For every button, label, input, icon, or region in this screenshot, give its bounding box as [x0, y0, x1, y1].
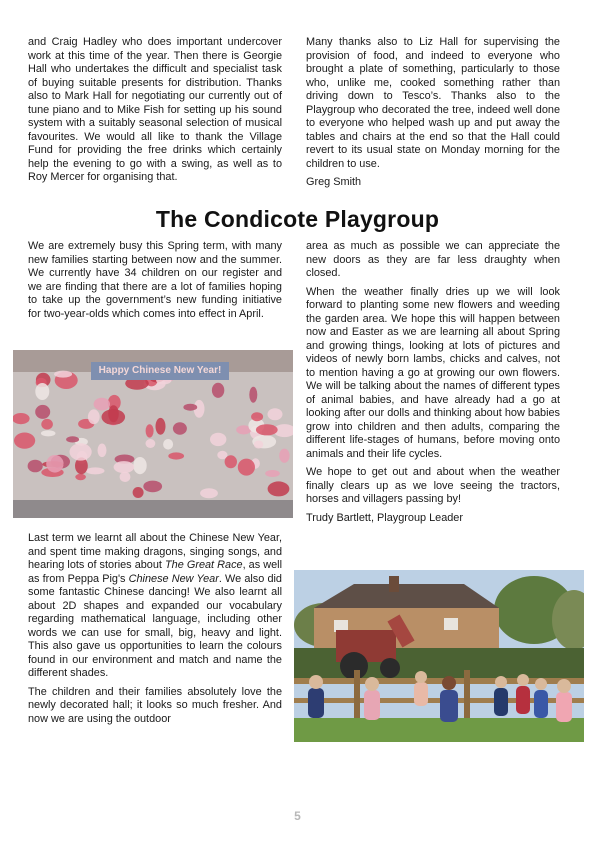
paper-decoration — [156, 418, 166, 435]
paper-decoration — [212, 383, 224, 398]
playgroup-right-column — [306, 240, 560, 530]
playgroup-left-column-bottom — [28, 532, 282, 731]
article-paragraph — [28, 532, 282, 681]
book-title: The Great Race — [165, 559, 243, 571]
paper-decoration — [163, 439, 173, 450]
paper-decoration — [35, 405, 50, 419]
paper-decoration — [146, 439, 156, 448]
paper-decoration — [54, 371, 72, 378]
article-paragraph: We are extremely busy this Spring term, with many new families starting between now and the summer. We currently have 34 children on our register and we are finding that there are a lot of families hoping to take up the government’s new funding initiative for two-year-olds which comes into effect in April. — [28, 240, 282, 320]
paper-decoration — [133, 457, 146, 474]
article-paragraph: area as much as possible we can appreciate the new doors as they are far less draughty when closed. — [306, 240, 560, 279]
paper-decoration — [75, 474, 86, 480]
paper-decoration — [210, 433, 226, 446]
chinese-new-year-display-photo — [13, 350, 293, 518]
paper-decoration — [88, 409, 100, 424]
paper-decoration — [94, 398, 110, 411]
page-number: 5 — [294, 809, 301, 823]
previous-article-left-column — [28, 36, 282, 190]
paper-decoration — [14, 433, 35, 449]
paper-decoration — [102, 409, 126, 425]
previous-article-right-column — [306, 36, 560, 195]
paper-decoration — [41, 430, 56, 436]
paper-decoration — [46, 455, 63, 473]
paper-decoration — [35, 383, 49, 400]
paper-decoration — [238, 459, 255, 476]
paper-decoration — [279, 449, 289, 463]
paper-decoration — [133, 487, 144, 498]
paper-decoration — [98, 444, 107, 458]
article-signature: Trudy Bartlett, Playgroup Leader — [306, 511, 463, 524]
paper-decoration — [173, 422, 187, 434]
paper-decoration — [41, 419, 53, 430]
article-paragraph: When the weather finally dries up we will look forward to planting some new flowers and weeding the garden area. We hope this will happen between now and Easter as we are learning all about Spring and growing things, looking at lots of pictures and videos of newly born lambs, chicks and calves, not to mention having a go at growing our own flowers. We will be talking about the names of different types of animal babies, and have already had a go at looking after our dolls and thinking about how babies grow into children and then adults, comparing the different life-stages of humans, before moving onto animals and their life cycles. — [306, 285, 560, 460]
article-paragraph: and Craig Hadley who does important undercover work at this time of the year. Then there is Georgie Hall who undertakes the difficult and specialist task of buying suitable presents for distribution. Thanks also to Mark Hall for negotiating our currently out of tune piano and to Mike Fish for setting up his sound system with a suitably seasonal selection of musical favourites. We would all like to thank the Village Fund for providing the free drinks which certainly help the evening to go with a swing, as well as to Roy Mercer for organising that. — [28, 36, 282, 183]
paper-decoration — [66, 436, 79, 442]
paper-decoration — [268, 408, 283, 420]
paper-decoration — [114, 461, 135, 473]
photo-banner-text: Happy Chinese New Year! — [91, 362, 229, 380]
text-run: . We also did some fantastic Chinese dancing! We also learnt all about 2D shapes and expanded our vocabulary regarding mathematical language, including other words we can use for small, big, heavy and light. This also gave us opportunities to learn the colours found in our environment and match and name the different shades. — [28, 572, 282, 679]
paper-decoration — [249, 387, 257, 403]
paper-decoration — [168, 452, 184, 459]
paper-decoration — [120, 472, 131, 482]
article-signature: Greg Smith — [306, 176, 362, 188]
text-run: , as well as from Peppa Pig's — [28, 559, 282, 585]
article-paragraph: We hope to get out and about when the weather finally clears up as we love seeing the tractors, horses and villagers passing by! — [306, 466, 560, 505]
paper-decoration — [254, 441, 263, 449]
paper-decoration — [268, 481, 290, 496]
paper-decoration — [251, 412, 263, 421]
playgroup-left-column-top — [28, 240, 282, 326]
paper-decoration — [28, 460, 43, 473]
paper-decoration — [143, 481, 162, 493]
paper-decoration — [265, 470, 280, 477]
book-title: Chinese New Year — [128, 572, 219, 585]
article-heading: The Condicote Playgroup — [155, 206, 440, 232]
paper-decoration — [256, 424, 278, 435]
paper-decoration — [183, 404, 197, 411]
paper-decoration — [146, 424, 154, 437]
paper-decoration — [13, 413, 30, 424]
article-paragraph: Many thanks also to Liz Hall for supervising the provision of food, and indeed to everyone who brought a plate of something, particularly to those who, unlike me, cooked something rather than driving down to Tesco’s. Thanks also to the Playgroup who decorated the tree, indeed well done to everyone who helped wash up and put away the tables and chairs at the end so that the Hall could revert to its usual state on Monday morning for the children to use. — [306, 36, 560, 170]
children-watching-tractor-photo — [294, 570, 584, 742]
paper-decoration — [70, 443, 92, 460]
paper-decoration — [86, 467, 105, 474]
paper-decoration — [200, 488, 218, 498]
paper-decoration — [225, 455, 237, 468]
article-paragraph: The children and their families absolutely love the newly decorated hall; it looks so much fresher. And now we are using the outdoor — [28, 685, 282, 725]
children-watching-tractor-illustration — [294, 570, 584, 742]
text-run: Last term we learnt all about the Chinese New Year, and spent time making dragons, singing songs, and hearing lots of stories about — [28, 532, 282, 571]
